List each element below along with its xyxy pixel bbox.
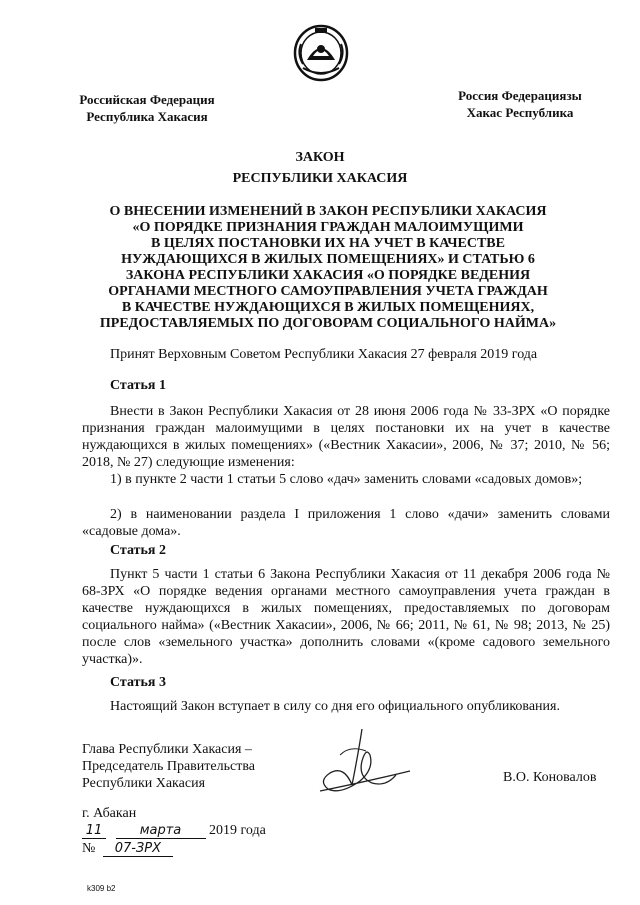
number-line [82, 841, 173, 857]
article1-item2: 2) в наименовании раздела I приложения 1 слово «дачи» заменить словами «садовые дома». [82, 507, 610, 539]
main-title-line: «О ПОРЯДКЕ ПРИЗНАНИЯ ГРАЖДАН МАЛОИМУЩИМИ [132, 220, 524, 235]
signatory-position [82, 741, 322, 792]
article1-item1: 1) в пункте 2 части 1 статьи 5 слово «дач» заменить словами «садовых домов»; [110, 472, 583, 487]
header-right [430, 87, 610, 121]
main-title-line: ЗАКОНА РЕСПУБЛИКИ ХАКАСИЯ «О ПОРЯДКЕ ВЕДЕНИЯ [125, 268, 531, 283]
law-title-line2: РЕСПУБЛИКИ ХАКАСИЯ [232, 171, 408, 186]
main-title-line: В ЦЕЛЯХ ПОСТАНОВКИ ИХ НА УЧЕТ В КАЧЕСТВЕ [151, 236, 505, 251]
adopted-note: Принят Верховным Советом Республики Хакасия 27 февраля 2019 года [110, 347, 538, 362]
republic-emblem-icon [293, 22, 349, 82]
number-value: 07-ЗРХ [103, 841, 173, 857]
article2-heading: Статья 2 [110, 543, 166, 558]
main-title-line: О ВНЕСЕНИИ ИЗМЕНЕНИЙ В ЗАКОН РЕСПУБЛИКИ ХАКАСИЯ [109, 204, 547, 219]
main-title-line: ОРГАНАМИ МЕСТНОГО САМОУПРАВЛЕНИЯ УЧЕТА ГРАЖДАН [108, 284, 548, 299]
position-line3: Республики Хакасия [82, 776, 206, 791]
main-title-line: В КАЧЕСТВЕ НУЖДАЮЩИХСЯ В ЖИЛЫХ ПОМЕЩЕНИЯХ, [121, 300, 535, 315]
document-code: k309 b2 [87, 884, 116, 893]
article1-text: Внести в Закон Республики Хакасия от 28 июня 2006 года № 33-ЗРХ «О порядке признания граждан малоимущими в целях постановки их на учет в качестве нуждающихся в жилых помещениях» («Вестник Хакасии», 2006, № 37; 2010, № 56; 2018, № 27) следующие изменения: [82, 404, 610, 470]
handwritten-signature-icon [300, 725, 430, 800]
main-title-line: ПРЕДОСТАВЛЯЕМЫХ ПО ДОГОВОРАМ СОЦИАЛЬНОГО НАЙМА» [99, 316, 557, 331]
position-line1: Глава Республики Хакасия – [82, 742, 252, 757]
position-line2: Председатель Правительства [82, 759, 255, 774]
article2-text: Пункт 5 части 1 статьи 6 Закона Республики Хакасия от 11 декабря 2006 года № 68-ЗРХ «О порядке ведения органами местного самоуправления учета граждан в качестве нуждающихся в жилых помещениях, предоставляемых по договорам социального найма» («Вестник Хакасии», 2006, № 66; 2011, № 61, № 98; 2013, № 25) после слов «земельного участка» дополнить словами «(кроме садового земельного участка)». [82, 567, 610, 667]
article1-heading: Статья 1 [110, 378, 166, 393]
article3-heading: Статья 3 [110, 675, 166, 690]
number-prefix: № [82, 841, 96, 856]
header-left-line2: Республика Хакасия [86, 109, 208, 124]
law-main-title [70, 204, 586, 332]
signer-name: В.О. Коновалов [503, 770, 597, 785]
header-right-line2: Хакас Республика [466, 105, 574, 120]
main-title-line: НУЖДАЮЩИХСЯ В ЖИЛЫХ ПОМЕЩЕНИЯХ» И СТАТЬЮ 6 [121, 252, 535, 267]
law-title-line1: ЗАКОН [295, 150, 345, 165]
date-year: 2019 года [209, 823, 266, 838]
header-right-line1: Россия Федерациязы [458, 88, 582, 103]
article3-text: Настоящий Закон вступает в силу со дня его официального опубликования. [110, 699, 560, 714]
date-day: 11 [82, 823, 106, 839]
date-line [82, 823, 266, 839]
header-left-line1: Российская Федерация [79, 92, 215, 107]
place: г. Абакан [82, 806, 137, 821]
date-month: марта [116, 823, 206, 839]
header-left [62, 91, 232, 125]
